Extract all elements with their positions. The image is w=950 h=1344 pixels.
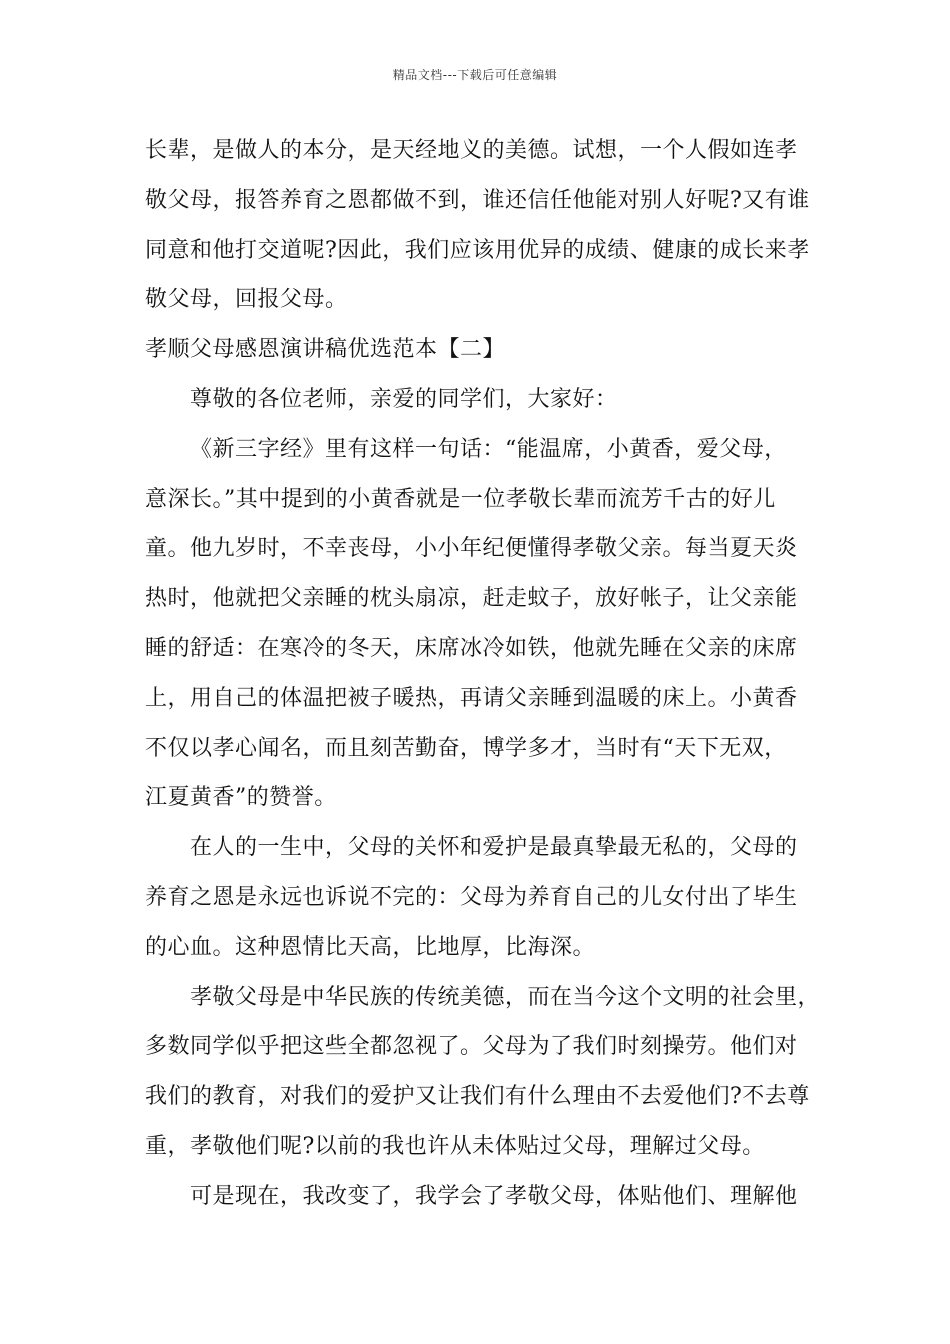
text-line: 可是现在，我改变了，我学会了孝敬父母，体贴他们、理解他 <box>190 1183 798 1209</box>
text-line: 《新三字经》里有这样一句话：“能温席，小黄香，爱父母， <box>190 436 787 462</box>
text-line: 的心血。这种恩情比天高，比地厚，比海深。 <box>145 934 596 960</box>
text-line: 我们的教育，对我们的爱护又让我们有什么理由不去爱他们?不去尊 <box>145 1084 810 1110</box>
text-line: 多数同学似乎把这些全都忽视了。父母为了我们时刻操劳。他们对 <box>145 1034 798 1060</box>
text-line: 长辈，是做人的本分，是天经地义的美德。试想，一个人假如连孝 <box>145 138 798 163</box>
text-line: 在人的一生中，父母的关怀和爱护是最真挚最无私的，父母的 <box>190 835 798 861</box>
text-line: 江夏黄香”的赞誉。 <box>145 785 337 811</box>
text-line: 童。他九岁时，不幸丧母，小小年纪便懂得孝敬父亲。每当夏天炎 <box>145 536 798 562</box>
text-line: 孝敬父母是中华民族的传统美德，而在当今这个文明的社会里， <box>190 984 821 1010</box>
text-line: 同意和他打交道呢?因此，我们应该用优异的成绩、健康的成长来孝 <box>145 237 810 263</box>
text-line: 敬父母，回报父母。 <box>145 287 348 313</box>
text-line: 热时，他就把父亲睡的枕头扇凉，赶走蚊子，放好帐子，让父亲能 <box>145 586 798 612</box>
text-line: 意深长。”其中提到的小黄香就是一位孝敬长辈而流芳千古的好儿 <box>145 486 776 512</box>
text-line: 上，用自己的体温把被子暖热，再请父亲睡到温暖的床上。小黄香 <box>145 685 798 711</box>
text-line: 重，孝敬他们呢?以前的我也许从未体贴过父母，理解过父母。 <box>145 1133 765 1159</box>
text-line: 养育之恩是永远也诉说不完的：父母为养育自己的儿女付出了毕生 <box>145 884 798 910</box>
text-line: 睡的舒适：在寒冷的冬天，床席冰冷如铁，他就先睡在父亲的床席 <box>145 635 798 661</box>
section-heading: 孝顺父母感恩演讲稿优选范本【二】 <box>145 337 506 363</box>
text-line: 尊敬的各位老师，亲爱的同学们，大家好： <box>190 386 618 412</box>
text-line: 不仅以孝心闻名，而且刻苦勤奋，博学多才，当时有“天下无双， <box>145 735 787 761</box>
document-body <box>145 126 825 1222</box>
page-header: 精品文档---下载后可任意编辑 <box>392 68 558 82</box>
text-line: 敬父母，报答养育之恩都做不到，谁还信任他能对别人好呢?又有谁 <box>145 187 810 213</box>
